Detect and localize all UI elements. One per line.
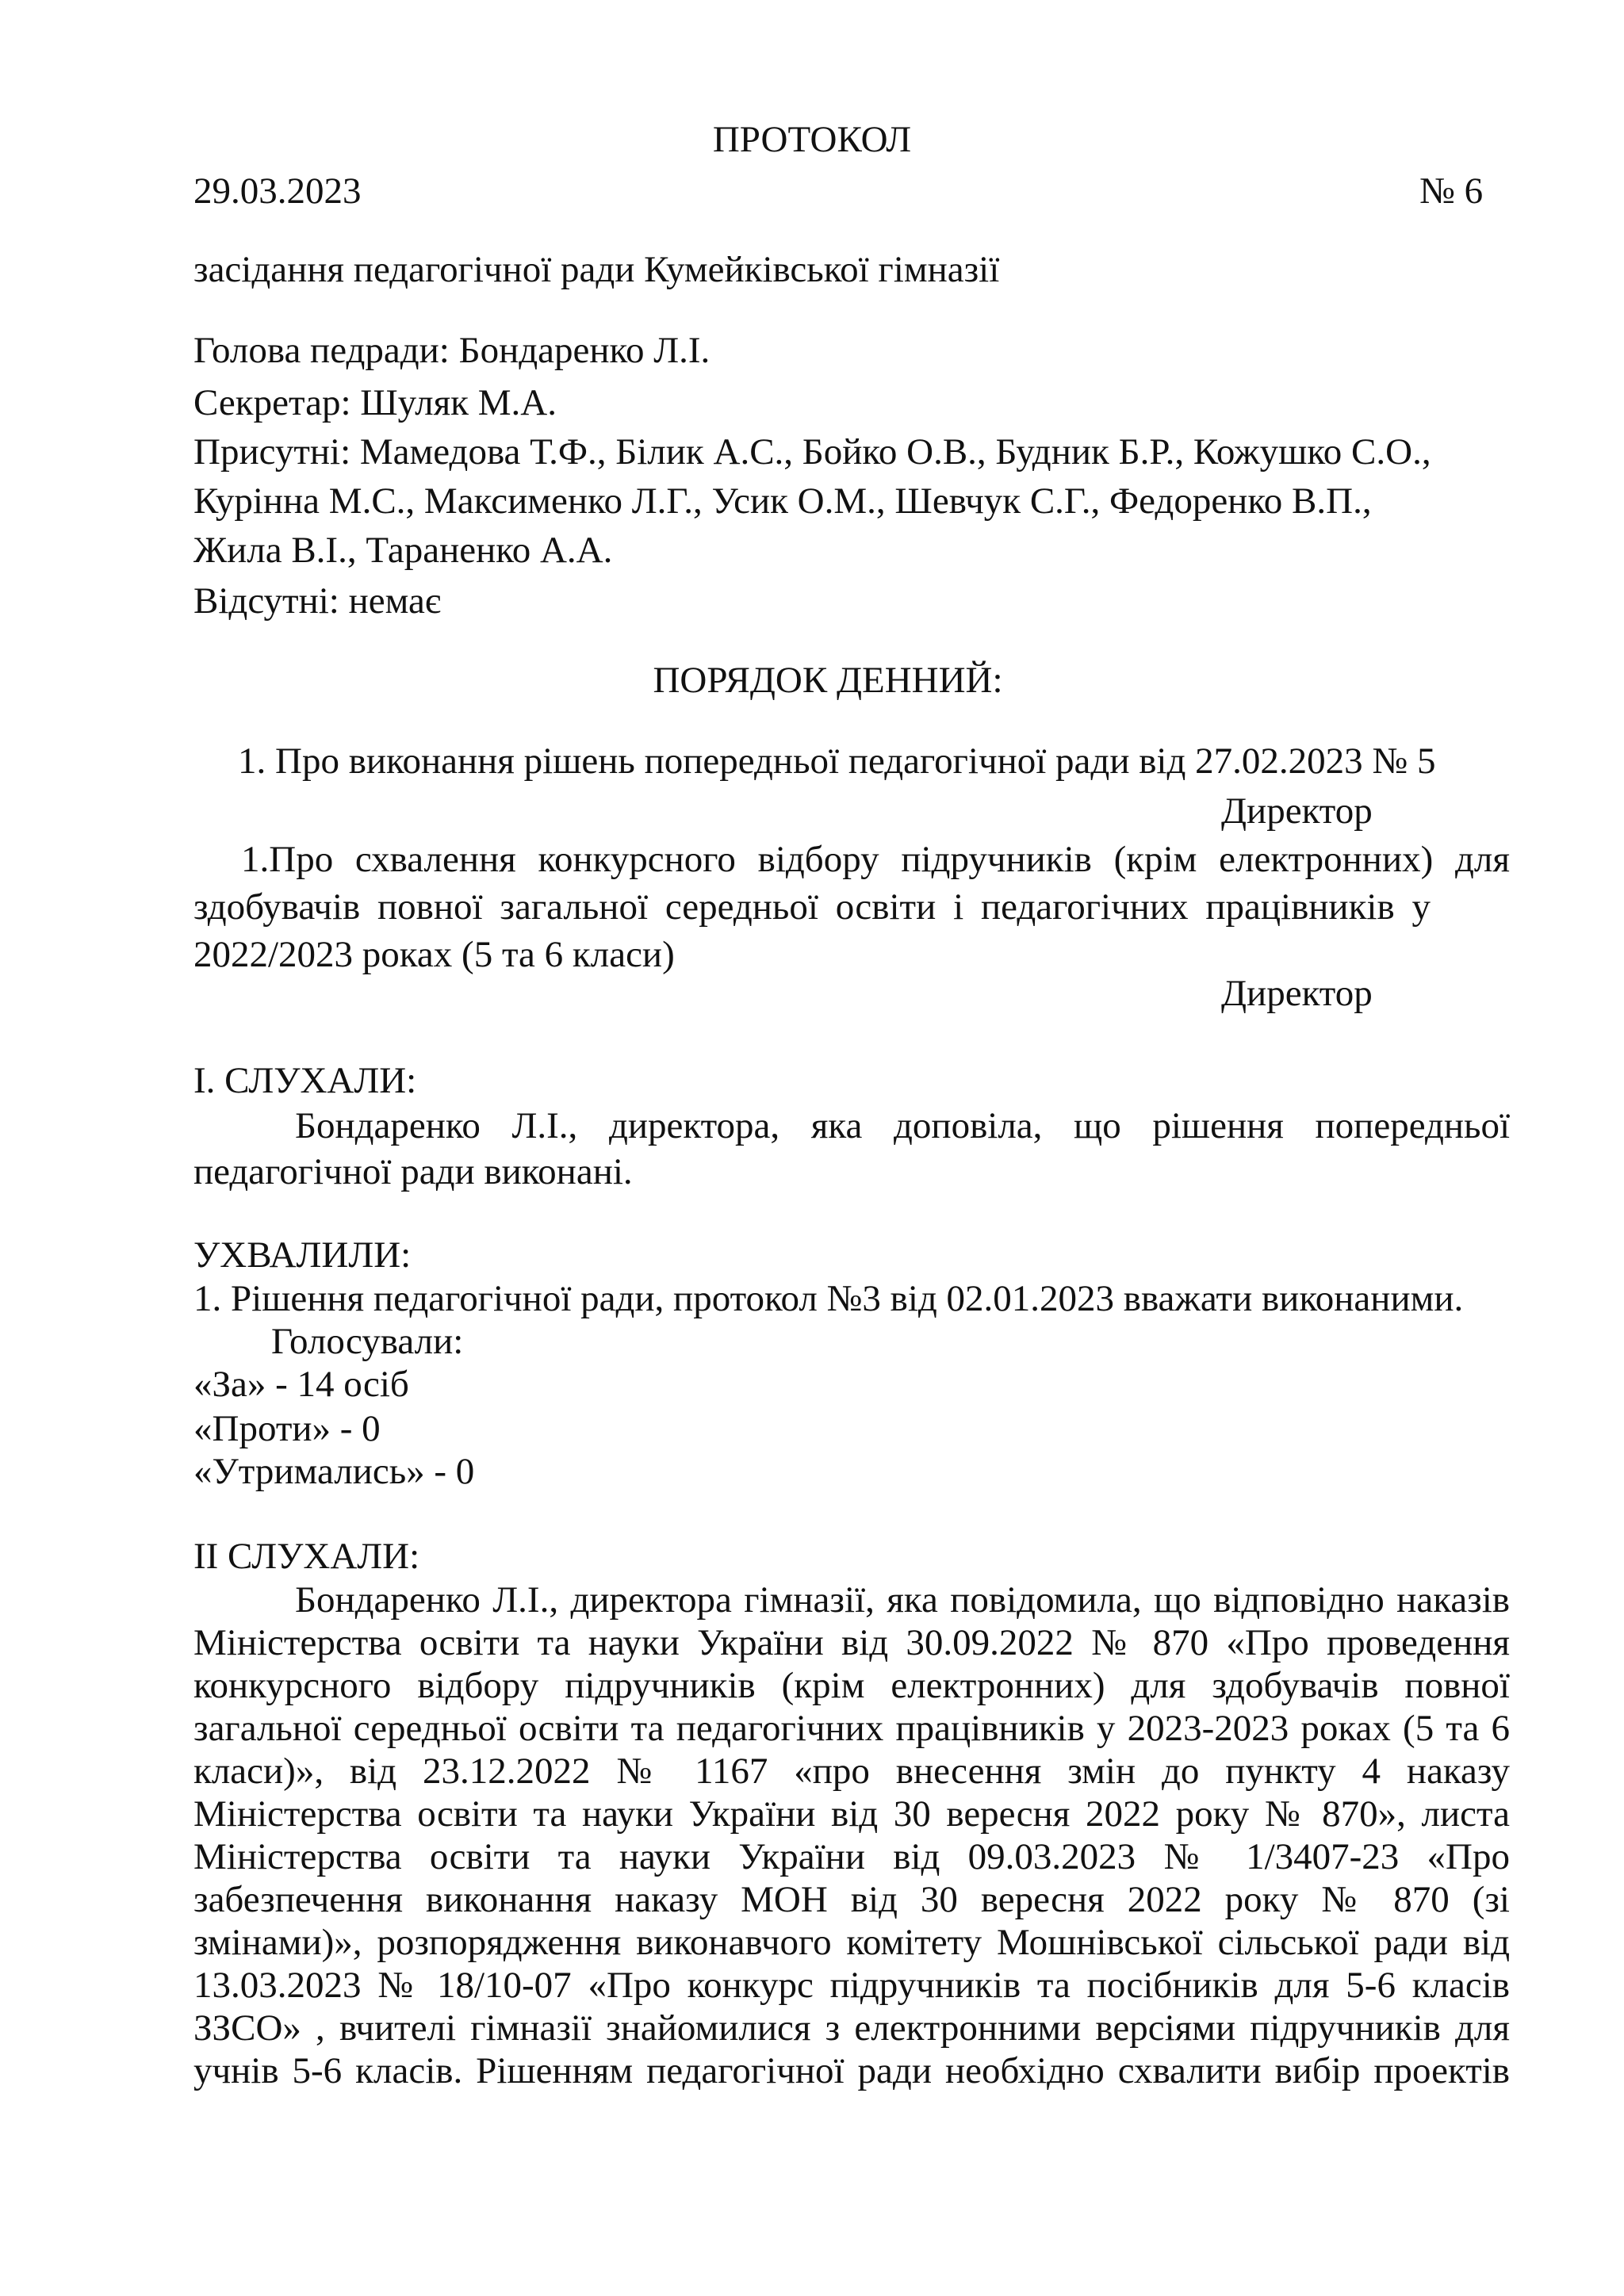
section-2-line-4: загальної середньої освіти та педагогічних працівників у 2023-2023 роках (5 та 6 bbox=[193, 1708, 1510, 1749]
protocol-subtitle: засідання педагогічної ради Кумейківської гімназії bbox=[193, 249, 1000, 290]
present-line-2: Курінна М.С., Максименко Л.Г., Усик О.М., Шевчук С.Г., Федоренко В.П., bbox=[193, 480, 1372, 522]
agenda-item-2-speaker: Директор bbox=[1221, 973, 1373, 1014]
section-2-line-5: класи)», від 23.12.2022 № 1167 «про внесення змін до пункту 4 наказу bbox=[193, 1751, 1510, 1792]
agenda-item-2-line-1: 1.Про схвалення конкурсного відбору підручників (крім електронних) для bbox=[241, 839, 1510, 880]
section-2-line-3: конкурсного відбору підручників (крім електронних) для здобувачів повної bbox=[193, 1665, 1510, 1706]
votes-for: «За» - 14 осіб bbox=[193, 1364, 409, 1405]
section-2-heard-heading: ІІ СЛУХАЛИ: bbox=[193, 1536, 420, 1577]
section-2-line-2: Міністерства освіти та науки України від 30.09.2022 № 870 «Про проведення bbox=[193, 1622, 1510, 1663]
agenda-item-2-line-2: здобувачів повної загальної середньої освіти і педагогічних працівників у bbox=[193, 886, 1431, 928]
section-2-line-7: Міністерства освіти та науки України від 09.03.2023 № 1/3407-23 «Про bbox=[193, 1836, 1510, 1877]
protocol-number: № 6 bbox=[1419, 170, 1484, 212]
chair-line: Голова педради: Бондаренко Л.І. bbox=[193, 330, 710, 371]
agenda-heading: ПОРЯДОК ДЕННИЙ: bbox=[653, 660, 1003, 701]
section-2-line-6: Міністерства освіти та науки України від 30 вересня 2022 року № 870», листа bbox=[193, 1793, 1510, 1835]
section-2-line-11: ЗЗСО» , вчителі гімназії знайомилися з електронними версіями підручників для bbox=[193, 2007, 1510, 2049]
section-2-line-8: забезпечення виконання наказу МОН від 30 вересня 2022 року № 870 (зі bbox=[193, 1879, 1510, 1920]
section-1-heard-line-1: Бондаренко Л.І., директора, яка доповіла, що рішення попередньої bbox=[295, 1105, 1510, 1146]
section-1-resolved-text: 1. Рішення педагогічної ради, протокол №3 від 02.01.2023 вважати виконаними. bbox=[193, 1278, 1464, 1319]
agenda-item-1: 1. Про виконання рішень попередньої педагогічної ради від 27.02.2023 № 5 bbox=[238, 740, 1436, 782]
section-1-resolved-heading: УХВАЛИЛИ: bbox=[193, 1234, 412, 1276]
section-1-heard-line-2: педагогічної ради виконані. bbox=[193, 1151, 633, 1192]
protocol-date: 29.03.2023 bbox=[193, 170, 362, 212]
section-2-line-9: змінами)», розпорядження виконавчого комітету Мошнівської сільської ради від bbox=[193, 1922, 1510, 1963]
absent-line: Відсутні: немає bbox=[193, 580, 442, 622]
present-line-1: Присутні: Мамедова Т.Ф., Білик А.С., Бойко О.В., Будник Б.Р., Кожушко С.О., bbox=[193, 431, 1431, 473]
voting-heading: Голосували: bbox=[271, 1321, 464, 1362]
agenda-item-2-line-3: 2022/2023 роках (5 та 6 класи) bbox=[193, 934, 675, 975]
section-2-line-10: 13.03.2023 № 18/10-07 «Про конкурс підручників та посібників для 5-6 класів bbox=[193, 1965, 1510, 2006]
agenda-item-1-speaker: Директор bbox=[1221, 790, 1373, 832]
section-1-heard-heading: І. СЛУХАЛИ: bbox=[193, 1060, 417, 1101]
present-line-3: Жила В.І., Тараненко А.А. bbox=[193, 530, 613, 571]
section-2-line-1: Бондаренко Л.І., директора гімназії, яка повідомила, що відповідно наказів bbox=[295, 1579, 1510, 1621]
votes-abstained: «Утримались» - 0 bbox=[193, 1451, 475, 1492]
section-2-line-12: учнів 5-6 класів. Рішенням педагогічної ради необхідно схвалити вибір проектів bbox=[193, 2050, 1510, 2091]
protocol-title: ПРОТОКОЛ bbox=[712, 119, 912, 160]
votes-against: «Проти» - 0 bbox=[193, 1408, 381, 1449]
secretary-line: Секретар: Шуляк М.А. bbox=[193, 382, 557, 423]
